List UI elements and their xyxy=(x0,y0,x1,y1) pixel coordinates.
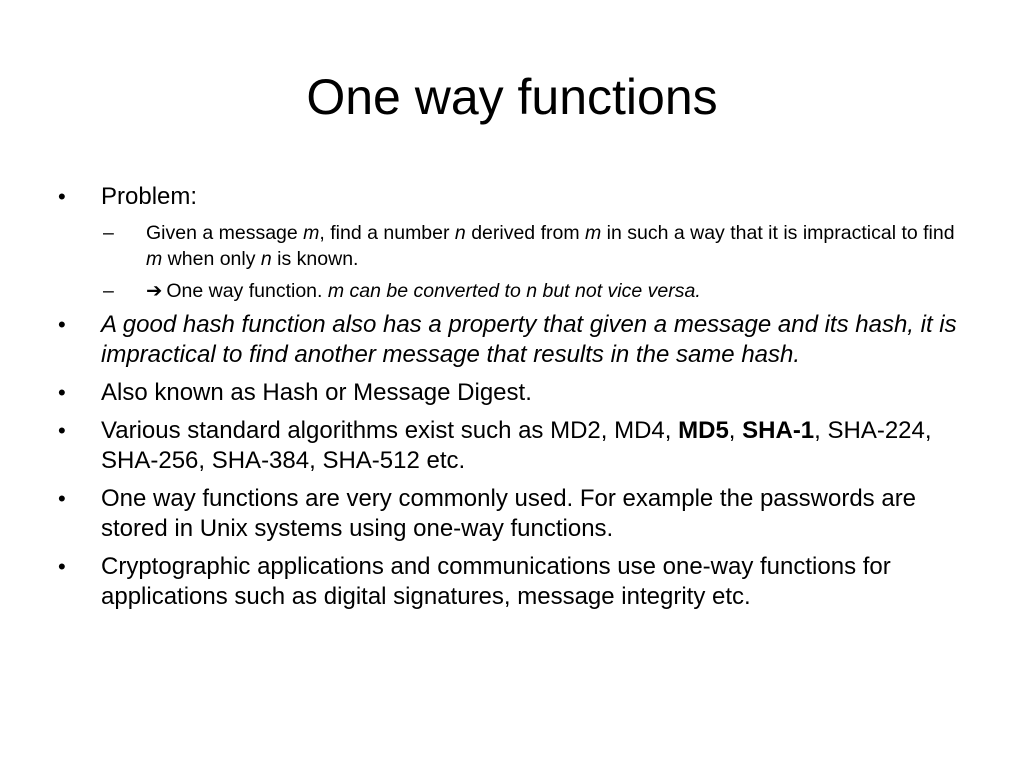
bullet-text: Cryptographic applications and communications use one-way functions for applications such as digital signatures, message integrity etc. xyxy=(101,553,891,610)
bullet-problem xyxy=(58,182,958,212)
bullet-algorithms xyxy=(58,416,958,476)
bullet-also-known xyxy=(58,378,958,408)
bullet-dot-icon: • xyxy=(58,312,66,337)
bullet-text: One way functions are very commonly used. For example the passwords are stored in Unix systems using one-way functions. xyxy=(101,485,917,542)
dash-icon: – xyxy=(103,222,114,244)
dash-icon: – xyxy=(103,280,114,302)
slide-title: One way functions xyxy=(306,69,718,125)
bullet-dot-icon: • xyxy=(58,184,66,209)
arrow-right-icon: ➔ xyxy=(146,280,163,302)
bullet-dot-icon: • xyxy=(58,554,66,579)
bullet-text: Problem: xyxy=(101,183,198,210)
bullet-dot-icon: • xyxy=(58,418,66,443)
bullet-text: Also known as Hash or Message Digest. xyxy=(101,379,532,406)
bullet-dot-icon: • xyxy=(58,380,66,405)
bullet-list xyxy=(58,182,958,620)
bullet-dot-icon: • xyxy=(58,486,66,511)
sub-bullet-text: ➔ One way function. m can be converted to n but not vice versa. xyxy=(146,280,701,302)
sub-bullet-text: Given a message m, find a number n derived from m in such a way that it is impractical to find m when only n is known. xyxy=(146,222,955,270)
bullet-commonly-used xyxy=(58,484,958,544)
sub-bullet-one-way-function xyxy=(103,278,958,304)
sub-bullet-given-message xyxy=(103,220,958,272)
bullet-good-hash xyxy=(58,310,958,370)
bullet-text: Various standard algorithms exist such as MD2, MD4, MD5, SHA-1, SHA-224, SHA-256, SHA-384, SHA-512 etc. xyxy=(101,417,932,474)
bullet-text: A good hash function also has a property that given a message and its hash, it is impractical to find another message that results in the same hash. xyxy=(101,311,957,368)
bullet-cryptographic xyxy=(58,552,958,612)
